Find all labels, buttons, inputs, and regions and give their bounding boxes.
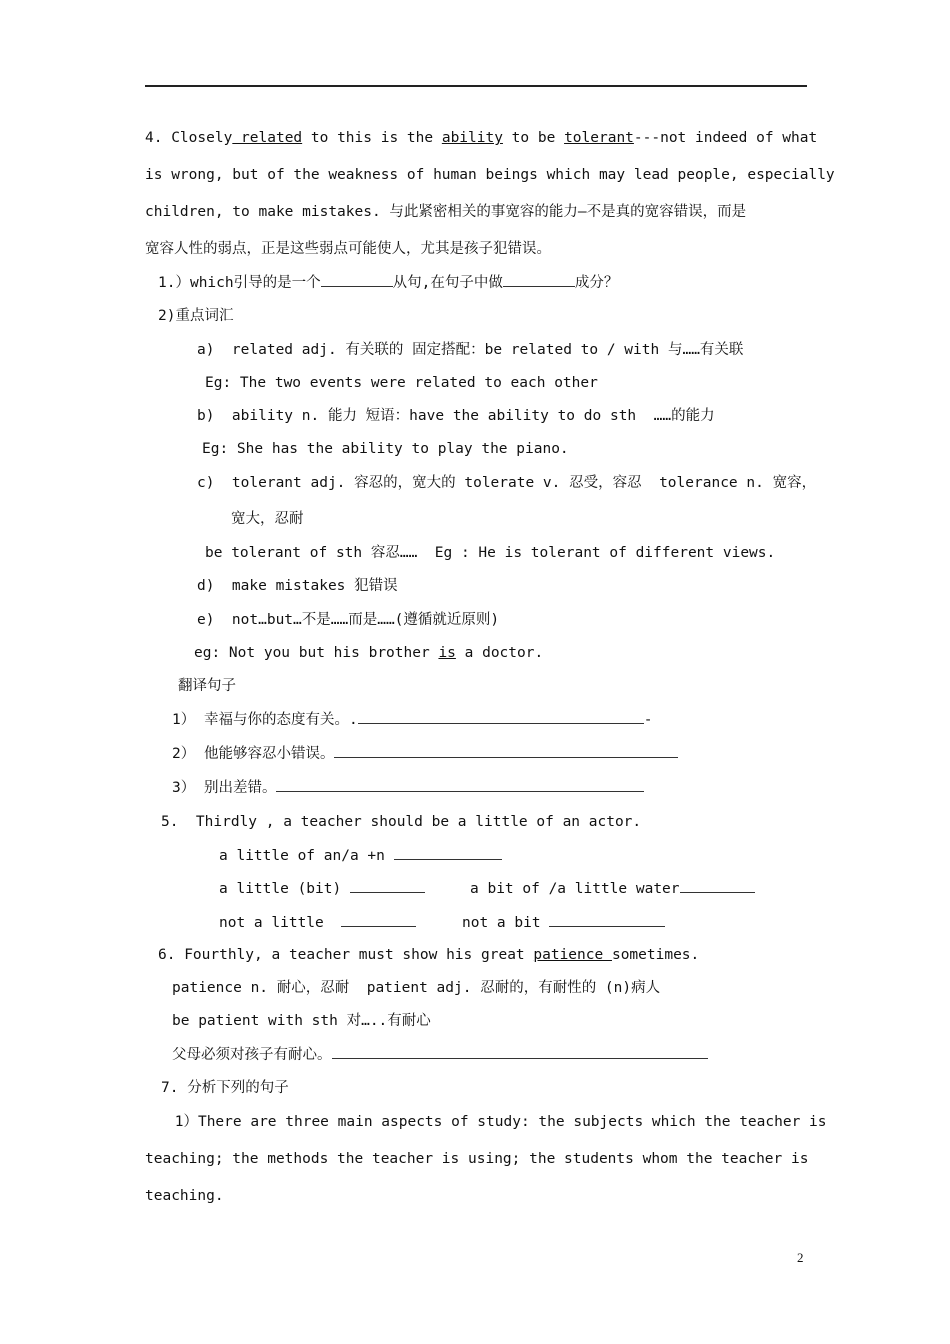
text: eg: Not you but his brother (194, 645, 439, 661)
p6-title (158, 946, 699, 964)
p6-line-2: be patient with sth 对…..有耐心 (172, 1013, 431, 1029)
blank-line (276, 778, 644, 792)
translate-item-2 (172, 744, 678, 763)
vocab-item-a: a) related adj. 有关联的 固定搭配：be related to / with 与……有关联 (197, 342, 744, 358)
text: a little of an/a +n (219, 848, 394, 864)
translate-item-3 (172, 778, 644, 797)
blank-line (549, 913, 665, 927)
blank-line (350, 879, 425, 893)
underlined-word: tolerant (564, 130, 634, 146)
text: a doctor. (455, 645, 544, 661)
vocab-item-e: e) not…but…不是……而是……(遵循就近原则) (197, 612, 500, 628)
vocab-heading: 2)重点词汇 (158, 308, 234, 324)
example-c: be tolerant of sth 容忍…… Eg : He is tolerant of different views. (205, 545, 776, 561)
text: a little (bit) (219, 881, 350, 897)
example-a: Eg: The two events were related to each other (205, 375, 598, 391)
text: 6. Fourthly, a teacher must show his great (158, 947, 534, 963)
text: 3） 别出差错。 (172, 780, 277, 796)
blank-line (321, 273, 393, 287)
p5-row-3b (462, 913, 665, 932)
text: 父母必须对孩子有耐心。 (172, 1047, 332, 1063)
example-e (194, 644, 543, 662)
blank-line (503, 273, 575, 287)
p4-line-3: children, to make mistakes. 与此紧密相关的事宽容的能力—不是真的宽容错误，而是 (145, 204, 747, 220)
vocab-item-b: b) ability n. 能力 短语：have the ability to do sth ……的能力 (197, 408, 715, 424)
text: not a little (219, 915, 342, 931)
blank-line (332, 1045, 708, 1059)
p6-line-3 (172, 1045, 708, 1064)
vocab-item-c: c) tolerant adj. 容忍的，宽大的 tolerate v. 忍受，容忍 tolerance n. 宽容， (197, 475, 817, 491)
text: 成分？ (574, 275, 619, 291)
p5-row-2b (470, 879, 755, 898)
p7-line-1: 1）There are three main aspects of study: the subjects which the teacher is (166, 1114, 827, 1130)
p7-line-2: teaching; the methods the teacher is using; the students whom the teacher is (145, 1151, 809, 1167)
text: 2） 他能够容忍小错误。 (172, 746, 335, 762)
text: 4. Closely (145, 130, 233, 146)
p4-line-4: 宽容人性的弱点，正是这些弱点可能使人，尤其是孩子犯错误。 (145, 241, 551, 257)
blank-line (680, 879, 755, 893)
text: to this is the (302, 130, 442, 146)
header-rule (145, 85, 807, 87)
example-b: Eg: She has the ability to play the piano. (202, 441, 569, 457)
text: to be (502, 130, 565, 146)
underlined-word: related (232, 130, 303, 146)
text: not a bit (462, 915, 550, 931)
p5-row-3a (219, 913, 416, 932)
text: 1） 幸福与你的态度有关。. (172, 712, 358, 728)
underlined-word: patience (533, 947, 612, 963)
text: 1.）which引导的是一个 (158, 275, 321, 291)
p5-title: 5. Thirdly , a teacher should be a little of an actor. (161, 814, 642, 830)
question-1 (158, 273, 618, 292)
underlined-word: is (438, 645, 456, 661)
text: 从句,在句子中做 (392, 275, 503, 291)
vocab-item-c-cont: 宽大，忍耐 (231, 511, 304, 527)
text: a bit of /a little water (470, 881, 680, 897)
text: sometimes. (611, 947, 700, 963)
p4-line-2: is wrong, but of the weakness of human beings which may lead people, especially (145, 167, 835, 183)
p7-title: 7. 分析下列的句子 (161, 1080, 289, 1096)
page-number: 2 (797, 1250, 804, 1265)
vocab-item-d: d) make mistakes 犯错误 (197, 578, 398, 594)
translate-item-1 (172, 710, 652, 729)
blank-line (394, 846, 502, 860)
text: - (643, 712, 653, 728)
p6-line-1: patience n. 耐心，忍耐 patient adj. 忍耐的，有耐性的 (n)病人 (172, 980, 661, 996)
underlined-word: ability (441, 130, 503, 146)
blank-line (341, 913, 416, 927)
p7-line-3: teaching. (145, 1188, 224, 1204)
text: ---not indeed of what (633, 130, 818, 146)
p4-line-1 (145, 129, 817, 147)
p5-row-1 (219, 846, 502, 865)
p5-row-2a (219, 879, 425, 898)
blank-line (334, 744, 678, 758)
translate-heading: 翻译句子 (178, 678, 236, 694)
blank-line (358, 710, 644, 724)
